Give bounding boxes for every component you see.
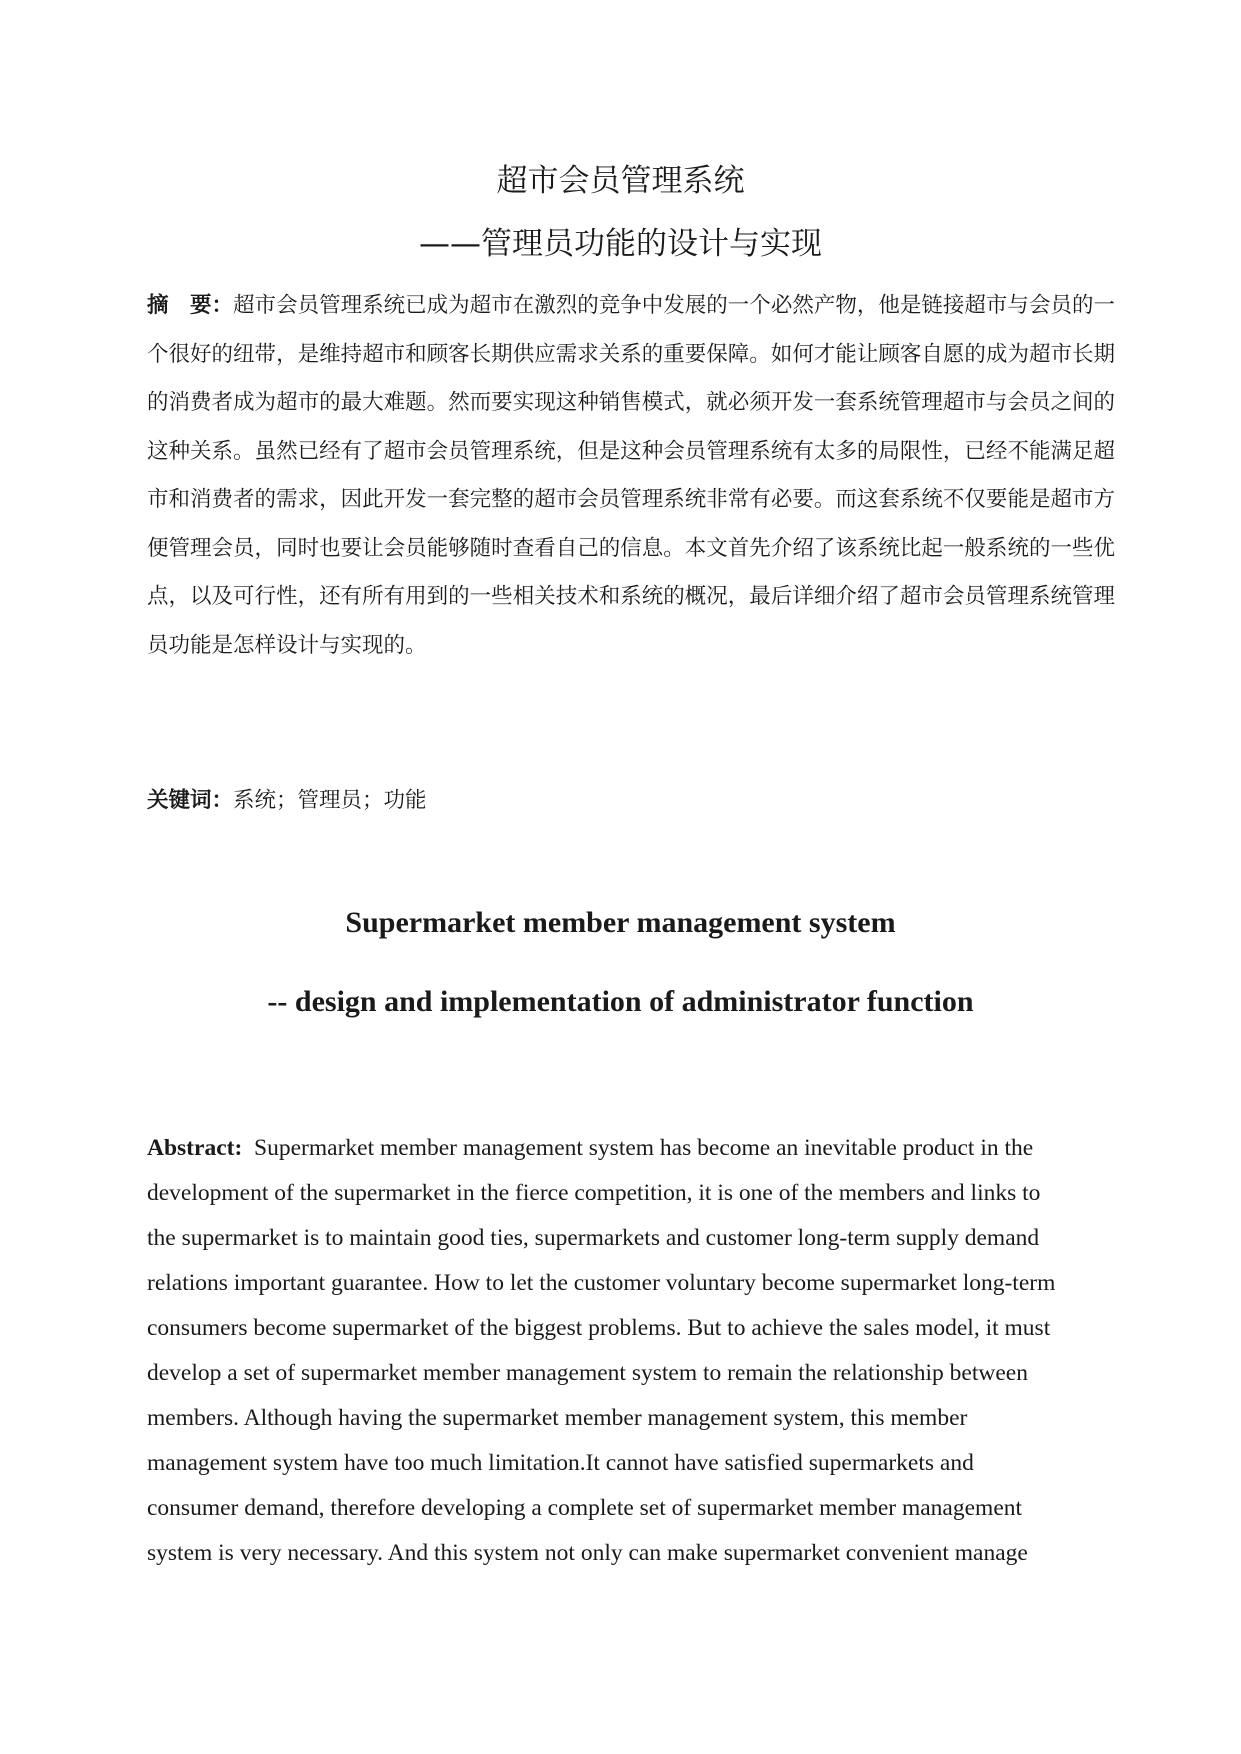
- english-abstract-line: development of the supermarket in the fierce competition, it is one of the members and links to: [147, 1180, 1041, 1206]
- english-abstract-line: relations important guarantee. How to let the customer voluntary become supermarket long-term: [147, 1270, 1056, 1296]
- chinese-title: 超市会员管理系统: [496, 163, 745, 199]
- chinese-abstract: [147, 282, 1115, 670]
- english-title: Supermarket member management system: [345, 906, 896, 939]
- english-abstract-line: management system have too much limitation.It cannot have satisfied supermarkets and: [147, 1450, 974, 1476]
- english-abstract-line: [147, 1126, 1115, 1171]
- chinese-keywords-label: 关键词：: [147, 788, 234, 813]
- english-abstract-line: consumers become supermarket of the biggest problems. But to achieve the sales model, it must: [147, 1315, 1051, 1341]
- english-subtitle: -- design and implementation of administrator function: [267, 985, 974, 1018]
- chinese-abstract-text: 超市会员管理系统已成为超市在激烈的竞争中发展的一个必然产物，他是链接超市与会员的一个很好的纽带，是维持超市和顾客长期供应需求关系的重要保障。如何才能让顾客自愿的成为超市长期的消费者成为超市的最大难题。然而要实现这种销售模式，就必须开发一套系统管理超市与会员之间的这种关系。虽然已经有了超市会员管理系统，但是这种会员管理系统有太多的局限性，已经不能满足超市和消费者的需求，因此开发一套完整的超市会员管理系统非常有必要。而这套系统不仅要能是超市方便管理会员，同时也要让会员能够随时查看自己的信息。本文首先介绍了该系统比起一般系统的一些优点，以及可行性，还有所有用到的一些相关技术和系统的概况，最后详细介绍了超市会员管理系统管理员功能是怎样设计与实现的。: [147, 293, 1115, 658]
- english-abstract-line: system is very necessary. And this system not only can make supermarket convenient manage: [147, 1540, 1028, 1566]
- english-abstract-line: the supermarket is to maintain good ties, supermarkets and customer long-term supply demand: [147, 1225, 1040, 1251]
- chinese-abstract-label: 摘 要：: [147, 293, 234, 318]
- english-abstract: [147, 1126, 1115, 1576]
- english-abstract-line: members. Although having the supermarket member management system, this member: [147, 1405, 968, 1431]
- english-abstract-line: develop a set of supermarket member management system to remain the relationship between: [147, 1360, 1028, 1386]
- chinese-keywords-text: 系统；管理员；功能: [233, 788, 427, 813]
- english-abstract-text: Supermarket member management system has become an inevitable product in the: [242, 1135, 1034, 1161]
- english-abstract-line: consumer demand, therefore developing a complete set of supermarket member management: [147, 1495, 1023, 1521]
- chinese-keywords: [147, 781, 1115, 821]
- english-abstract-label: Abstract:: [147, 1135, 243, 1161]
- chinese-subtitle: ——管理员功能的设计与实现: [419, 226, 822, 262]
